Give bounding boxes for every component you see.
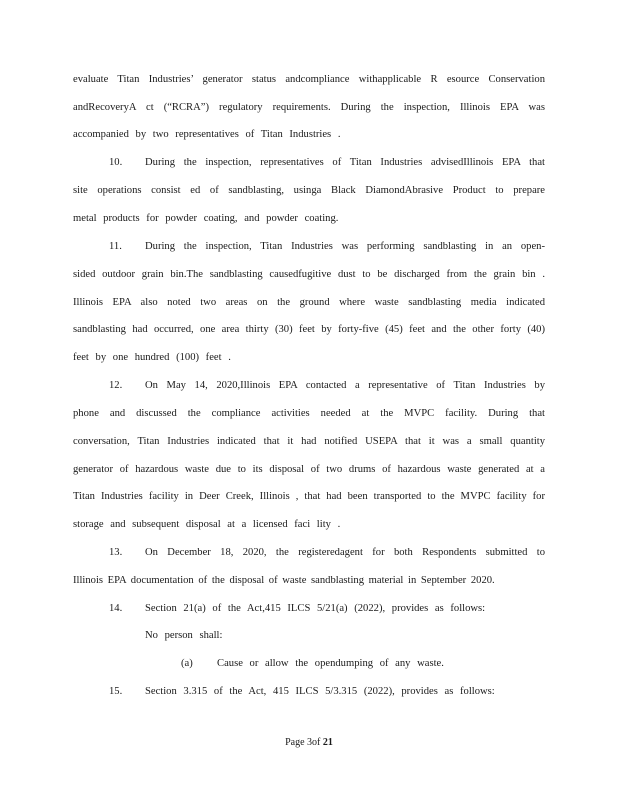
paragraph-number: 14. (109, 603, 123, 614)
text-line: Section 3.315 of the Act, 415 ILCS 5/3.315 (2022), provides as follows: (145, 686, 495, 697)
page-number-prefix: Page 3of (285, 737, 323, 748)
text-line: generator of hazardous waste due to its disposal of two drums of hazardous waste generated at a (73, 464, 545, 475)
paragraph-12-first-line (109, 379, 545, 393)
text-line: site operations consist ed of sandblasting, usinga Black DiamondAbrasive Product to prepare (73, 185, 545, 196)
text-line: metal products for powder coating, and powder coating. (73, 213, 339, 224)
text-line: Illinois EPA also noted two areas on the ground where waste sandblasting media indicated (73, 297, 545, 308)
paragraph-number: 11. (109, 241, 122, 252)
text-line: During the inspection, Titan Industries was performing sandblasting in an open- (145, 241, 545, 252)
text-line: During the inspection, representatives of Titan Industries advisedIllinois EPA that (145, 157, 545, 168)
paragraph-number: 12. (109, 380, 123, 391)
text-line: On May 14, 2020,Illinois EPA contacted a representative of Titan Industries by (145, 380, 545, 391)
text-line: phone and discussed the compliance activities needed at the MVPC facility. During that (73, 408, 545, 419)
text-line: sided outdoor grain bin.The sandblasting causedfugitive dust to be discharged from the grain bin . (73, 269, 545, 280)
paragraph-13-first-line (109, 546, 545, 560)
paragraph-number: 15. (109, 686, 123, 697)
paragraph-14-first-line (109, 602, 545, 616)
paragraph-11-first-line (109, 240, 545, 254)
text-line: andRecoveryA ct (“RCRA”) regulatory requirements. During the inspection, Illinois EPA was (73, 102, 545, 113)
text-line: accompanied by two representatives of Titan Industries . (73, 129, 341, 140)
text-line: Cause or allow the opendumping of any waste. (217, 658, 444, 669)
paragraph-number: 13. (109, 547, 123, 558)
paragraph-10-first-line (109, 156, 545, 170)
text-line: Section 21(a) of the Act,415 ILCS 5/21(a) (2022), provides as follows: (145, 603, 486, 614)
text-line: conversation, Titan Industries indicated that it had notified USEPA that it was a small quantity (73, 436, 545, 447)
text-line: Titan Industries facility in Deer Creek, Illinois , that had been transported to the MVPC facility for (73, 491, 545, 502)
subitem-a (181, 657, 545, 671)
text-line: sandblasting had occurred, one area thirty (30) feet by forty-five (45) feet and the other forty (40) (73, 324, 545, 335)
page-footer (0, 736, 618, 750)
paragraph-number: 10. (109, 157, 123, 168)
text-line: On December 18, 2020, the registeredagent for both Respondents submitted to (145, 547, 545, 558)
text-line: Illinois EPA documentation of the disposal of waste sandblasting material in September 2020. (73, 575, 495, 586)
text-line: evaluate Titan Industries’ generator status andcompliance withapplicable R esource Conservation (73, 74, 545, 85)
text-line: storage and subsequent disposal at a licensed faci lity . (73, 519, 341, 530)
text-line: No person shall: (145, 630, 223, 641)
text-line: feet by one hundred (100) feet . (73, 352, 231, 363)
page-total: 21 (322, 737, 333, 748)
paragraph-15-first-line (109, 685, 545, 699)
subitem-label: (a) (181, 658, 193, 669)
